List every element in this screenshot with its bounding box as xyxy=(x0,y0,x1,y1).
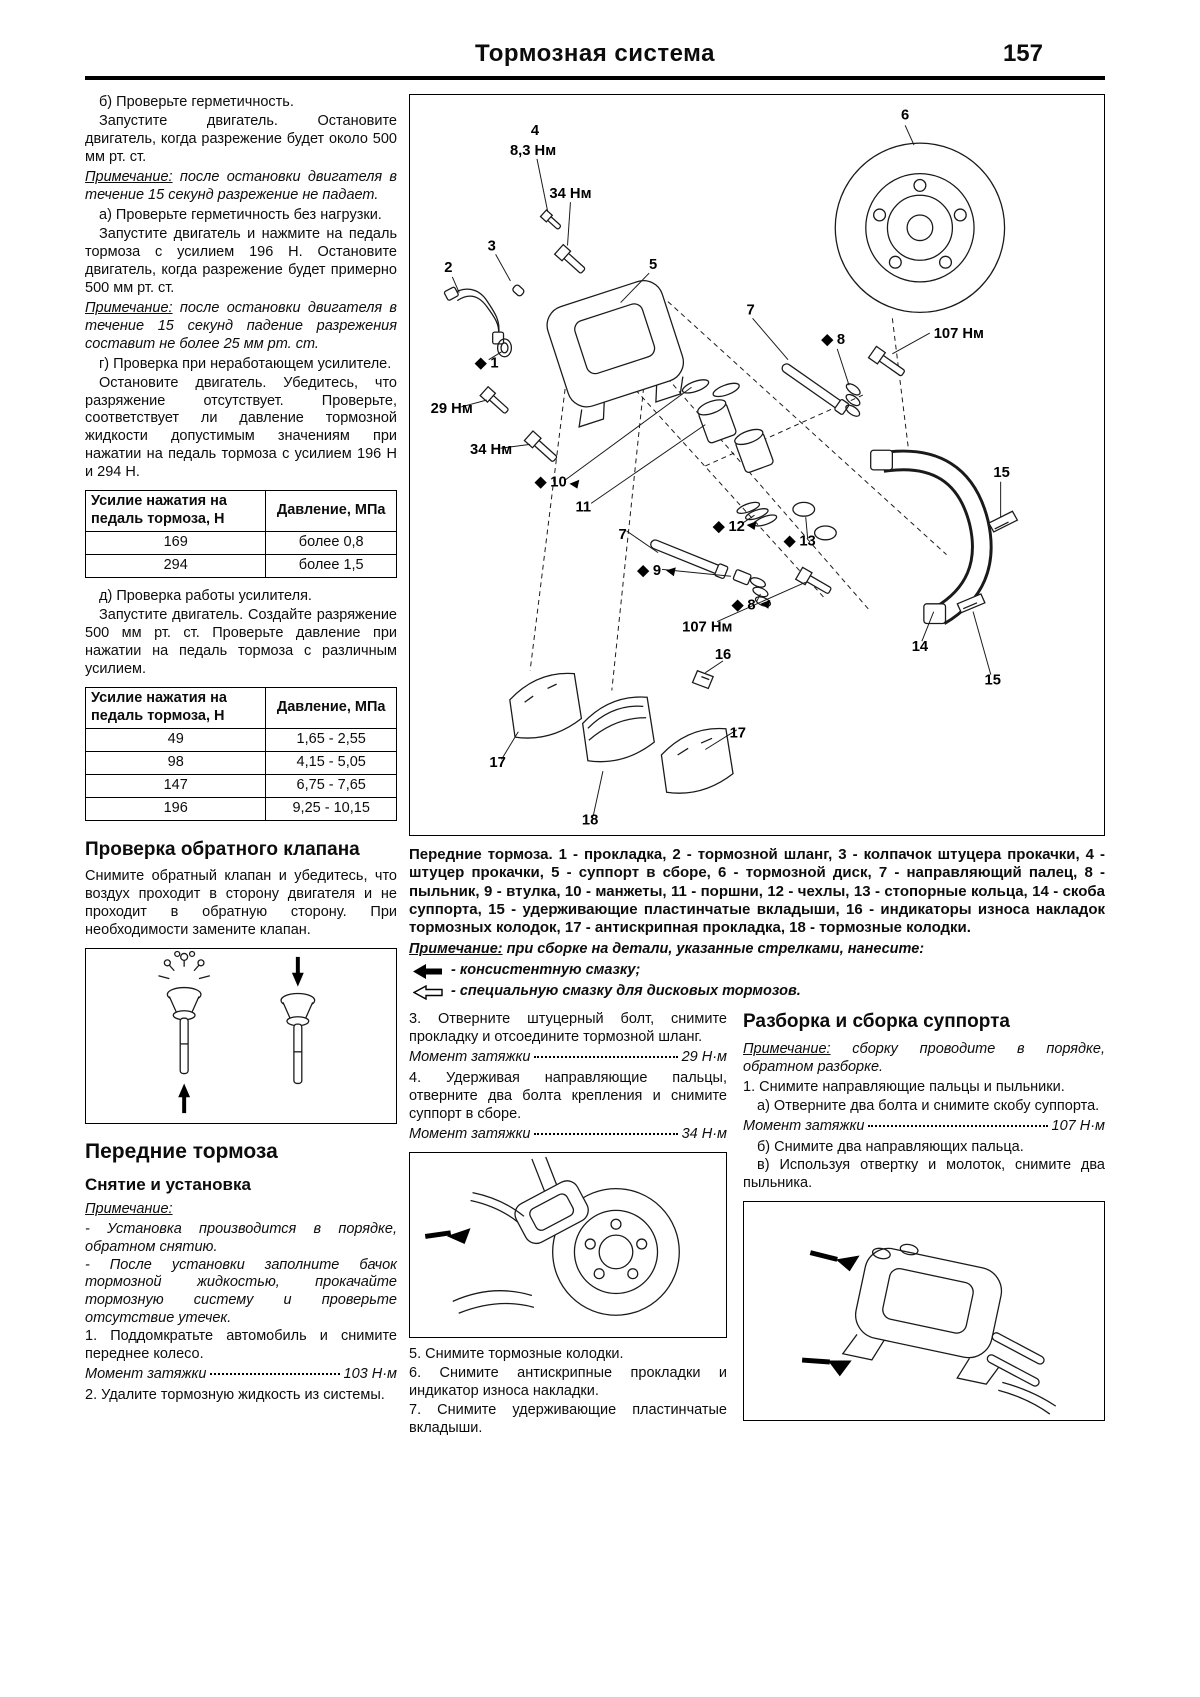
bracket-bolt xyxy=(796,567,834,597)
note-3-item: - Установка производится в порядке, обратном снятию. xyxy=(85,1220,397,1255)
note-3-item: - После установки заполните бачок тормозной жидкостью, прокачайте тормозную систему и проверьте отсутствие утечек. xyxy=(85,1256,397,1327)
pressure-table-2 xyxy=(85,687,397,821)
caliper-removal-figure xyxy=(409,1152,727,1338)
lower-columns xyxy=(409,1011,1105,1439)
piston xyxy=(733,426,774,473)
paragraph-a: а) Проверьте герметичность без нагрузки. xyxy=(99,206,382,223)
note-3-label: Примечание: xyxy=(85,1200,173,1217)
torque-value: 107 Н·м xyxy=(1051,1117,1105,1134)
caliper-removal-drawing xyxy=(410,1153,726,1337)
cell-force: 294 xyxy=(86,555,266,578)
cell-force: 98 xyxy=(86,751,266,774)
callout-15: 15 xyxy=(984,672,1001,689)
torque-value: 103 Н·м xyxy=(343,1366,397,1383)
hose-bolt xyxy=(480,387,511,416)
table-header-row xyxy=(86,688,397,729)
table-row xyxy=(86,797,397,820)
piston xyxy=(696,397,737,444)
gasket xyxy=(498,339,512,357)
dot-leader xyxy=(210,1373,339,1375)
callout-9: ◆ 9 xyxy=(637,563,662,580)
callout-8: ◆ 8 xyxy=(821,331,846,348)
check-valve-body: Снимите обратный клапан и убедитесь, что воздух проходит в сторону двигателя и не проходит в обратную сторону. При необходимости замените клапан. xyxy=(85,868,397,939)
legend-disc-grease xyxy=(413,983,1105,1001)
column-header-pressure: Давление, МПа xyxy=(266,688,397,729)
paragraph-b: б) Проверьте герметичность. xyxy=(99,94,294,110)
column-header-force: Усилие нажатия на педаль тормоза, Н xyxy=(86,491,266,532)
torque-34: 34 Нм xyxy=(549,186,592,203)
caliper-note xyxy=(743,1041,1105,1077)
note-1 xyxy=(85,169,397,205)
caliper-step-1: 1. Снимите направляющие пальцы и пыльники. xyxy=(743,1078,1065,1095)
legend-text: - специальную смазку для дисковых тормозов. xyxy=(451,983,801,1000)
anti-squeal-shim xyxy=(654,725,739,799)
note-label: Примечание: xyxy=(743,1040,831,1057)
brake-hose xyxy=(444,287,504,344)
figure-note xyxy=(409,941,1105,959)
legend-text: - консистентную смазку; xyxy=(451,962,641,979)
cell-pressure: 4,15 - 5,05 xyxy=(266,751,397,774)
paragraph-b-body: Запустите двигатель. Остановите двигатель, когда разрежение будет около 500 мм рт. ст. xyxy=(85,112,397,165)
bleeder-screw xyxy=(540,210,562,231)
page-header xyxy=(85,40,1105,80)
note-text: после остановки двигателя в течение 15 секунд разрежение не падает. xyxy=(85,168,398,203)
figure-caption: Передние тормоза. 1 - прокладка, 2 - тормозной шланг, 3 - колпачок штуцера прокачки, 4 - штуцер прокачки, 5 - суппорт в сборе, 6 - тормозной диск, 7 - направляющий палец, 8 - пыльник, 9 - втулка, 10 - манжеты, 11 - поршни, 12 - чехлы, 13 - стопорные кольца, 14 - скоба суппорта, 15 - удерживающие пластинчатые вкладыши, 16 - индикаторы износа накладок тормозных колодок, 17 - антискрипная прокладка, 18 - тормозные колодки. xyxy=(409,846,1105,937)
callout-5: 5 xyxy=(649,257,658,274)
torque-value: 34 Н·м xyxy=(681,1126,727,1143)
caliper-step-1b: б) Снимите два направляющих пальца. xyxy=(757,1138,1024,1155)
torque-label: Момент затяжки xyxy=(85,1366,207,1383)
note-text: после остановки двигателя в течение 15 секунд падение разрежения составит не более 25 мм рт. ст. xyxy=(85,299,398,352)
caliper-step-1c: в) Используя отвертку и молоток, снимите два пыльника. xyxy=(743,1157,1105,1192)
caliper-disassembly-figure xyxy=(743,1201,1105,1421)
page-content xyxy=(85,94,1105,1439)
cell-pressure: 6,75 - 7,65 xyxy=(266,774,397,797)
brake-pad xyxy=(575,693,660,767)
callout-11: 11 xyxy=(575,499,592,516)
callout-14: 14 xyxy=(911,639,929,656)
callout-13: ◆ 13 xyxy=(783,533,816,550)
step-5: 5. Снимите тормозные колодки. xyxy=(409,1346,624,1363)
caliper-body xyxy=(542,276,693,427)
column-header-pressure: Давление, МПа xyxy=(266,491,397,532)
torque-107: 107 Нм xyxy=(933,326,984,343)
removal-step-2: 2. Удалите тормозную жидкость из системы. xyxy=(85,1387,385,1404)
right-column xyxy=(743,1011,1105,1439)
cell-pressure: 9,25 - 10,15 xyxy=(266,797,397,820)
cell-pressure: более 0,8 xyxy=(266,532,397,555)
check-valve-drawing xyxy=(86,949,396,1123)
note-label: Примечание: xyxy=(85,168,173,185)
page-title: Тормозная система xyxy=(475,40,715,67)
torque-value: 29 Н·м xyxy=(681,1049,727,1066)
step-6: 6. Снимите антискрипные прокладки и индикатор износа накладки. xyxy=(409,1365,727,1400)
cell-force: 169 xyxy=(86,532,266,555)
cell-force: 147 xyxy=(86,774,266,797)
cell-force: 49 xyxy=(86,729,266,752)
torque-spec-29 xyxy=(409,1049,727,1067)
step-4: 4. Удерживая направляющие пальцы, отверните два болта крепления и снимите суппорт в сборе. xyxy=(409,1070,727,1123)
mount-bolt xyxy=(524,431,559,464)
paragraph-d-body: Запустите двигатель. Создайте разряжение 500 мм рт. ст. Проверьте давление при нажатии на педаль тормоза с различным усилием. xyxy=(85,607,397,678)
callout-6: 6 xyxy=(901,107,910,124)
torque-29: 29 Нм xyxy=(430,400,473,417)
dot-leader xyxy=(868,1125,1047,1127)
paragraph-a-body: Запустите двигатель и нажмите на педаль тормоза с усилием 196 Н. Остановите двигатель, когда разрежение будет примерно 500 мм рт. ст. xyxy=(85,225,397,296)
caliper-step-1a: а) Отверните два болта и снимите скобу суппорта. xyxy=(757,1097,1100,1114)
section-heading-check-valve: Проверка обратного клапана xyxy=(85,838,360,860)
torque-spec-34 xyxy=(409,1126,727,1144)
section-heading-caliper: Разборка и сборка суппорта xyxy=(743,1011,1010,1033)
dot-leader xyxy=(534,1056,677,1058)
callout-7: 7 xyxy=(746,302,755,319)
table-row xyxy=(86,774,397,797)
bleeder-cap xyxy=(512,284,525,297)
torque-label: Момент затяжки xyxy=(409,1126,531,1143)
callout-12: ◆ 12 xyxy=(713,518,745,535)
torque-spec-107 xyxy=(743,1118,1105,1136)
torque-spec-103 xyxy=(85,1366,397,1384)
legend-grease xyxy=(413,962,1105,980)
banjo-bolt xyxy=(555,245,588,276)
retaining-clip xyxy=(989,511,1018,532)
anti-squeal-shim xyxy=(503,670,588,744)
torque-8-3: 8,3 Нм xyxy=(509,142,557,159)
callout-18: 18 xyxy=(581,812,599,829)
middle-column xyxy=(409,1011,727,1439)
step-3: 3. Отверните штуцерный болт, снимите прокладку и отсоедините тормозной шланг. xyxy=(409,1011,727,1046)
grease-arrow-icon xyxy=(569,480,770,609)
removal-step-1: 1. Поддомкратьте автомобиль и снимите переднее колесо. xyxy=(85,1328,397,1363)
callout-15: 15 xyxy=(993,464,1010,481)
callout-10: ◆ 10 xyxy=(534,474,567,491)
step-7: 7. Снимите удерживающие пластинчатые вкладыши. xyxy=(409,1402,727,1437)
table-header-row xyxy=(86,491,397,532)
callout-3: 3 xyxy=(487,238,496,255)
cell-pressure: более 1,5 xyxy=(266,555,397,578)
torque-label: Момент затяжки xyxy=(743,1117,865,1134)
torque-label: Момент затяжки xyxy=(409,1049,531,1066)
table-row xyxy=(86,751,397,774)
cell-force: 196 xyxy=(86,797,266,820)
callout-7: 7 xyxy=(618,526,627,543)
torque-34: 34 Нм xyxy=(470,442,513,459)
note-text: сборку проводите в порядке, обратном разборке. xyxy=(743,1040,1105,1075)
brake-disc xyxy=(835,143,1004,312)
paragraph-d: д) Проверка работы усилителя. xyxy=(99,588,312,605)
cell-pressure: 1,65 - 2,55 xyxy=(266,729,397,752)
guide-pin xyxy=(779,361,849,416)
caliper-disassembly-drawing xyxy=(744,1202,1104,1420)
column-header-force: Усилие нажатия на педаль тормоза, Н xyxy=(86,688,266,729)
pressure-table-1 xyxy=(85,490,397,578)
table-row xyxy=(86,729,397,752)
callout-17: 17 xyxy=(729,725,747,742)
solid-left-arrow-icon xyxy=(413,964,443,979)
front-brakes-exploded-drawing xyxy=(410,95,1104,835)
front-brakes-exploded-figure xyxy=(409,94,1105,836)
outline-left-arrow-icon xyxy=(413,985,443,1000)
dot-leader xyxy=(534,1133,677,1135)
page-number: 157 xyxy=(1002,40,1043,67)
table-row xyxy=(86,555,397,578)
wear-indicator xyxy=(693,671,714,689)
note-2 xyxy=(85,300,397,354)
note-label: Примечание: xyxy=(409,941,503,958)
paragraph-g: г) Проверка при неработающем усилителе. xyxy=(99,355,392,372)
section-heading-front-brakes: Передние тормоза xyxy=(85,1140,278,1164)
paragraph-g-body: Остановите двигатель. Убедитесь, что разряжение отсутствует. Проверьте, соответствует ли давление тормозной жидкости допустимым значениям при нажатии на педаль тормоза с усилием 196 Н и 294 Н. xyxy=(85,374,397,481)
bushing xyxy=(733,569,752,585)
subsection-heading-removal: Снятие и установка xyxy=(85,1174,251,1194)
note-label: Примечание: xyxy=(85,299,173,316)
torque-107: 107 Нм xyxy=(682,619,733,636)
right-section xyxy=(409,94,1105,1439)
callout-16: 16 xyxy=(714,646,732,663)
callout-4: 4 xyxy=(530,123,540,140)
check-valve-figure xyxy=(85,948,397,1124)
callout-2: 2 xyxy=(444,260,453,277)
callout-17: 17 xyxy=(489,755,506,772)
left-column xyxy=(85,94,397,1439)
callout-1: ◆ 1 xyxy=(474,355,499,372)
table-row xyxy=(86,532,397,555)
bracket-bolt xyxy=(869,346,908,379)
callout-8: ◆ 8 xyxy=(731,597,756,614)
note-text: при сборке на детали, указанные стрелками, нанесите: xyxy=(506,941,925,958)
